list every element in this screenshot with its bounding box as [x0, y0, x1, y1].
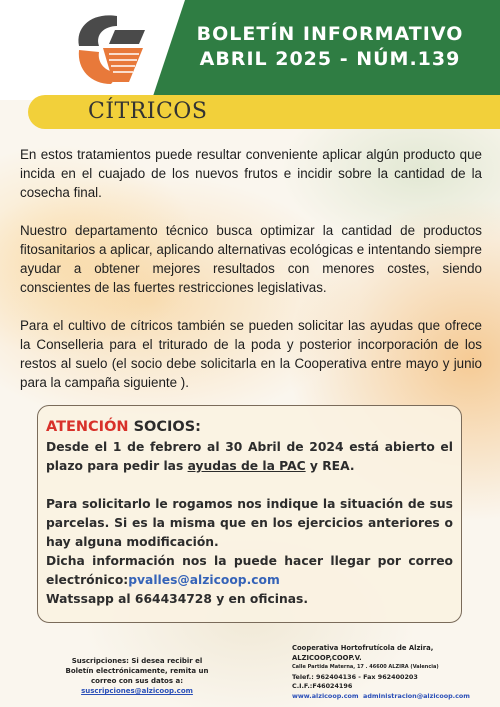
coop-address: Calle Partida Materna, 17 . 46600 ALZIRA (Valencia)	[292, 664, 439, 671]
paragraph-2: Nuestro departamento técnico busca optimizar la cantidad de productos fitosanitarios a aplicar, aplicando alternativas ecológicas e intentando siempre ayudar a obtener mejores resultados con menores costes, siendo conscientes de las fuertes restricciones legislativas.	[20, 223, 482, 295]
section-banner	[28, 95, 500, 129]
admin-email-link[interactable]: administracion@alzicoop.com	[363, 691, 470, 700]
paragraph-3: Para el cultivo de cítricos también se pueden solicitar las ayudas que ofrece la Conselleria para el triturado de la poda y posterior incorporación de los restos al suelo (el socio debe solicitarla en la Cooperativa entre mayo y junio para la campaña siguiente ).	[20, 318, 482, 390]
notice-line-1	[46, 438, 453, 476]
newsletter-title	[180, 22, 480, 72]
coop-short-name: ALZICOOP,COOP.V.	[292, 653, 362, 662]
subscription-text: Suscripciones: Si desea recibir el Boletín electrónicamente, remita un correo con sus datos a:	[65, 657, 209, 685]
contact-email-link[interactable]: pvalles@alzicoop.com	[128, 573, 280, 587]
title-line-1: BOLETÍN INFORMATIVO	[196, 23, 464, 45]
subscription-info	[62, 656, 212, 696]
coop-cif: C.I.F.:F46024196	[292, 682, 353, 691]
coop-name: Cooperativa Hortofrutícola de Alzira,	[292, 644, 434, 652]
article-body	[20, 145, 482, 411]
notice-paragraph-4: Watssapp al 664434728 y en oficinas.	[46, 592, 308, 606]
paragraph-1: En estos tratamientos puede resultar conveniente aplicar algún producto que incida en el cuajado de los nuevos frutos e incidir sobre la cantidad de la cosecha final.	[20, 147, 482, 200]
notice-text: Dicha información nos la puede hacer llegar por correo electrónico:	[46, 554, 453, 587]
section-title: CÍTRICOS	[88, 99, 208, 124]
spacer	[46, 476, 453, 495]
cooperative-info	[292, 644, 492, 702]
notice-heading-alert: ATENCIÓN	[46, 419, 129, 435]
coop-links	[292, 692, 492, 702]
notice-text: Desde el 1 de febrero al 30 Abril de 2024 está abierto el plazo para pedir las	[46, 440, 453, 473]
notice-paragraph-3	[46, 552, 453, 590]
alzicoop-logo-icon	[55, 10, 150, 90]
notice-heading	[46, 418, 453, 437]
title-line-2: ABRIL 2025 - NÚM.139	[199, 48, 461, 70]
notice-text: y REA.	[305, 459, 355, 473]
notice-paragraph-2: Para solicitarlo le rogamos nos indique la situación de sus parcelas. Si es la misma que en los ejercicios anteriores o hay alguna modificación.	[46, 497, 453, 549]
coop-phones: Telef.: 962404136 - Fax 962400203	[292, 672, 418, 681]
pac-aid-link[interactable]: ayudas de la PAC	[187, 459, 306, 473]
notice-heading-rest: SOCIOS:	[128, 419, 201, 435]
subscription-email-link[interactable]: suscripciones@alzicoop.com	[81, 687, 193, 695]
notice-box	[37, 405, 462, 623]
website-link[interactable]: www.alzicoop.com	[292, 691, 359, 700]
